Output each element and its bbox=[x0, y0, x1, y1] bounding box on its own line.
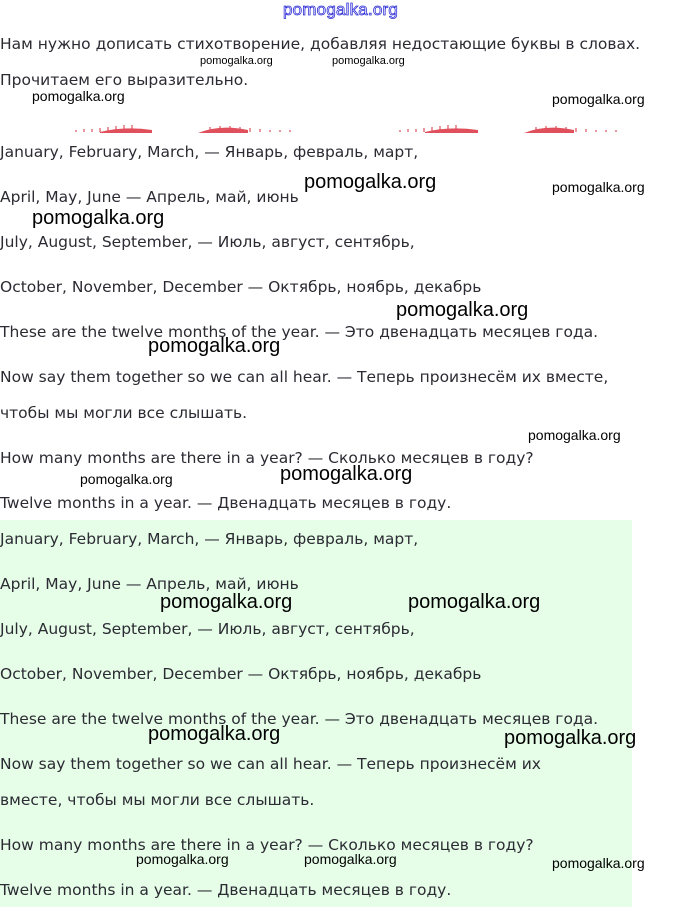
answer-line-4: October, November, December — Октябрь, ноябрь, декабрь bbox=[0, 665, 482, 683]
watermark: pomogalka.org bbox=[552, 91, 645, 107]
watermark: pomogalka.org bbox=[396, 299, 529, 321]
decorative-divider bbox=[70, 122, 630, 136]
poem-line-3: July, August, September, — Июль, август, сентябрь, bbox=[0, 233, 415, 251]
intro-line-1: Нам нужно дописать стихотворение, добавляя недостающие буквы в словах. bbox=[0, 35, 641, 53]
poem-line-4: October, November, December — Октябрь, ноябрь, декабрь bbox=[0, 278, 482, 296]
answer-line-6: Now say them together so we can all hear. — Теперь произнесём их bbox=[0, 755, 541, 773]
watermark: pomogalka.org bbox=[304, 171, 437, 193]
answer-line-2: April, May, June — Апрель, май, июнь bbox=[0, 575, 299, 593]
answer-line-8: How many months are there in a year? — Сколько месяцев в году? bbox=[0, 836, 534, 854]
watermark: pomogalka.org bbox=[528, 427, 621, 443]
answer-line-9: Twelve months in a year. — Двенадцать месяцев в году. bbox=[0, 881, 452, 899]
answer-line-5: These are the twelve months of the year. — Это двенадцать месяцев года. bbox=[0, 710, 599, 728]
watermark: pomogalka.org bbox=[136, 851, 229, 867]
poem-line-6: Now say them together so we can all hear. — Теперь произнесём их вместе, bbox=[0, 368, 609, 386]
poem-line-5: These are the twelve months of the year. — Это двенадцать месяцев года. bbox=[0, 323, 599, 341]
intro-line-2: Прочитаем его выразительно. bbox=[0, 71, 249, 89]
watermark: pomogalka.org bbox=[552, 179, 645, 195]
watermark: pomogalka.org bbox=[304, 851, 397, 867]
poem-line-1: January, February, March, — Январь, февраль, март, bbox=[0, 143, 419, 161]
answer-line-1: January, February, March, — Январь, февраль, март, bbox=[0, 530, 419, 548]
watermark: pomogalka.org bbox=[280, 463, 413, 485]
watermark: pomogalka.org bbox=[32, 207, 165, 229]
watermark: pomogalka.org bbox=[504, 727, 637, 749]
answer-line-3: July, August, September, — Июль, август, сентябрь, bbox=[0, 620, 415, 638]
watermark: pomogalka.org bbox=[332, 55, 405, 67]
watermark: pomogalka.org bbox=[80, 471, 173, 487]
poem-line-9: Twelve months in a year. — Двенадцать месяцев в году. bbox=[0, 494, 452, 512]
poem-line-2: April, May, June — Апрель, май, июнь bbox=[0, 188, 299, 206]
watermark: pomogalka.org bbox=[148, 723, 281, 745]
poem-line-8: How many months are there in a year? — Сколько месяцев в году? bbox=[0, 449, 534, 467]
watermark: pomogalka.org bbox=[148, 335, 281, 357]
watermark: pomogalka.org bbox=[552, 855, 645, 871]
site-header-watermark: pomogalka.org bbox=[283, 0, 399, 19]
poem-line-7: чтобы мы могли все слышать. bbox=[0, 404, 248, 422]
answer-line-7: вместе, чтобы мы могли все слышать. bbox=[0, 791, 315, 809]
watermark: pomogalka.org bbox=[408, 591, 541, 613]
watermark: pomogalka.org bbox=[160, 591, 293, 613]
watermark: pomogalka.org bbox=[200, 55, 273, 67]
watermark: pomogalka.org bbox=[32, 88, 125, 104]
